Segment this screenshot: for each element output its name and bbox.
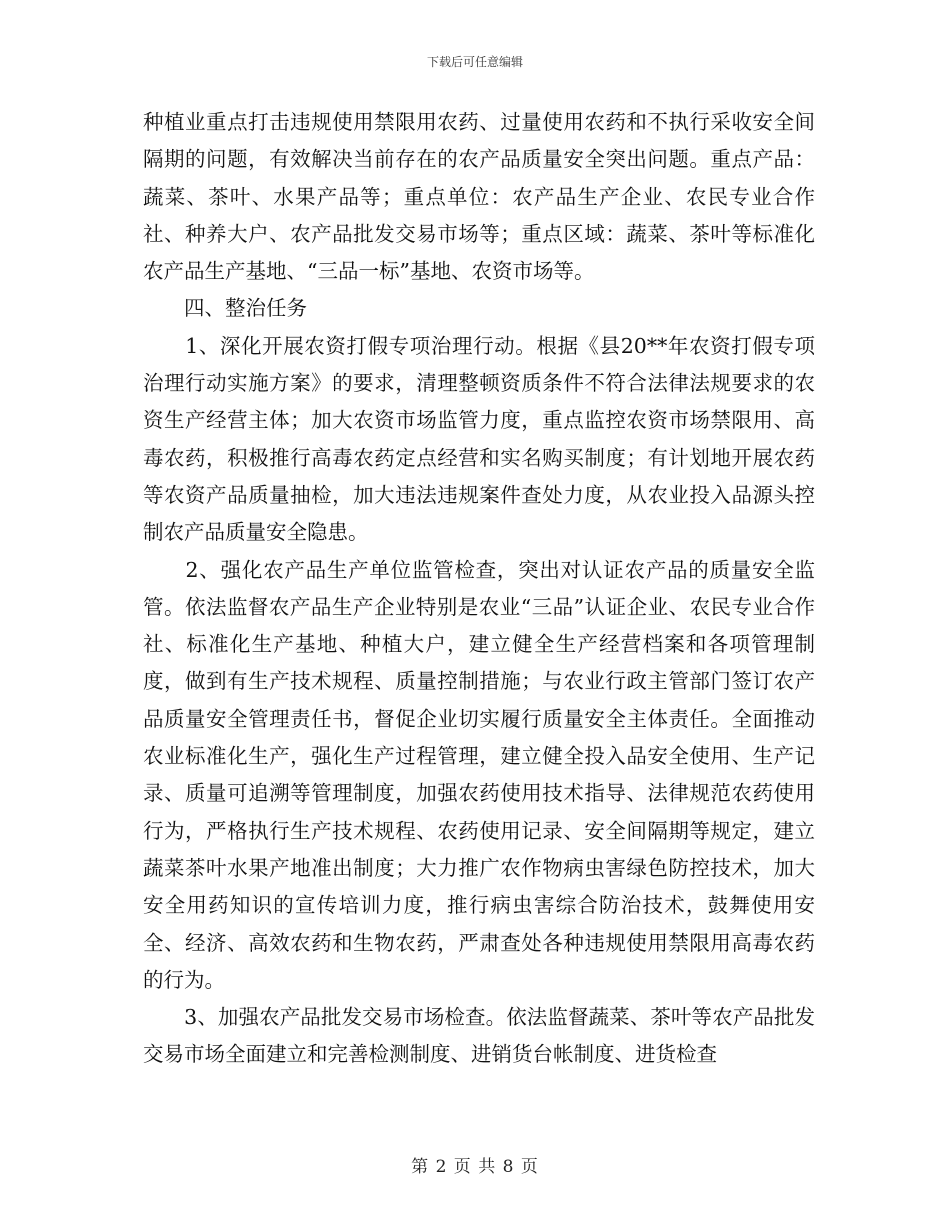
body-paragraph: 1、深化开展农资打假专项治理行动。根据《县20**年农资打假专项治理行动实施方案》的要求，清理整顿资质条件不符合法律法规要求的农资生产经营主体；加大农资市场监管力度，重点监控农资市场禁限用、高毒农药，积极推行高毒农药定点经营和实名购买制度；有计划地开展农药等农资产品质量抽检，加大违法违规案件查处力度，从农业投入品源头控制农产品质量安全隐患。 [143,333,815,545]
body-paragraph: 2、强化农产品生产单位监管检查，突出对认证农产品的质量安全监管。依法监督农产品生产企业特别是农业“三品”认证企业、农民专业合作社、标准化生产基地、种植大户，建立健全生产经营档案和各项管理制度，做到有生产技术规程、质量控制措施；与农业行政主管部门签订农产品质量安全管理责任书，督促企业切实履行质量安全主体责任。全面推动农业标准化生产，强化生产过程管理，建立健全投入品安全使用、生产记录、质量可追溯等管理制度，加强农药使用技术指导、法律规范农药使用行为，严格执行生产技术规程、农药使用记录、安全间隔期等规定，建立蔬菜茶叶水果产地准出制度；大力推广农作物病虫害绿色防控技术，加大安全用药知识的宣传培训力度，推行病虫害综合防治技术，鼓舞使用安全、经济、高效农药和生物农药，严肃查处各种违规使用禁限用高毒农药的行为。 [143,557,815,992]
page-footer: 第 2 页 共 8 页 [411,1157,539,1177]
body-paragraph: 种植业重点打击违规使用禁限用农药、过量使用农药和不执行采收安全间隔期的问题，有效解决当前存在的农产品质量安全突出问题。重点产品：蔬菜、茶叶、水果产品等；重点单位：农产品生产企业、农民专业合作社、种养大户、农产品批发交易市场等；重点区域：蔬菜、茶叶等标准化农产品生产基地、“三品一标”基地、农资市场等。 [143,110,815,284]
page-header: 下载后可任意编辑 [426,55,523,69]
document-body [143,104,815,1074]
body-paragraph: 3、加强农产品批发交易市场检查。依法监督蔬菜、茶叶等农产品批发交易市场全面建立和完善检测制度、进销货台帐制度、进货检查 [143,1005,815,1067]
section-heading: 四、整治任务 [143,296,307,321]
